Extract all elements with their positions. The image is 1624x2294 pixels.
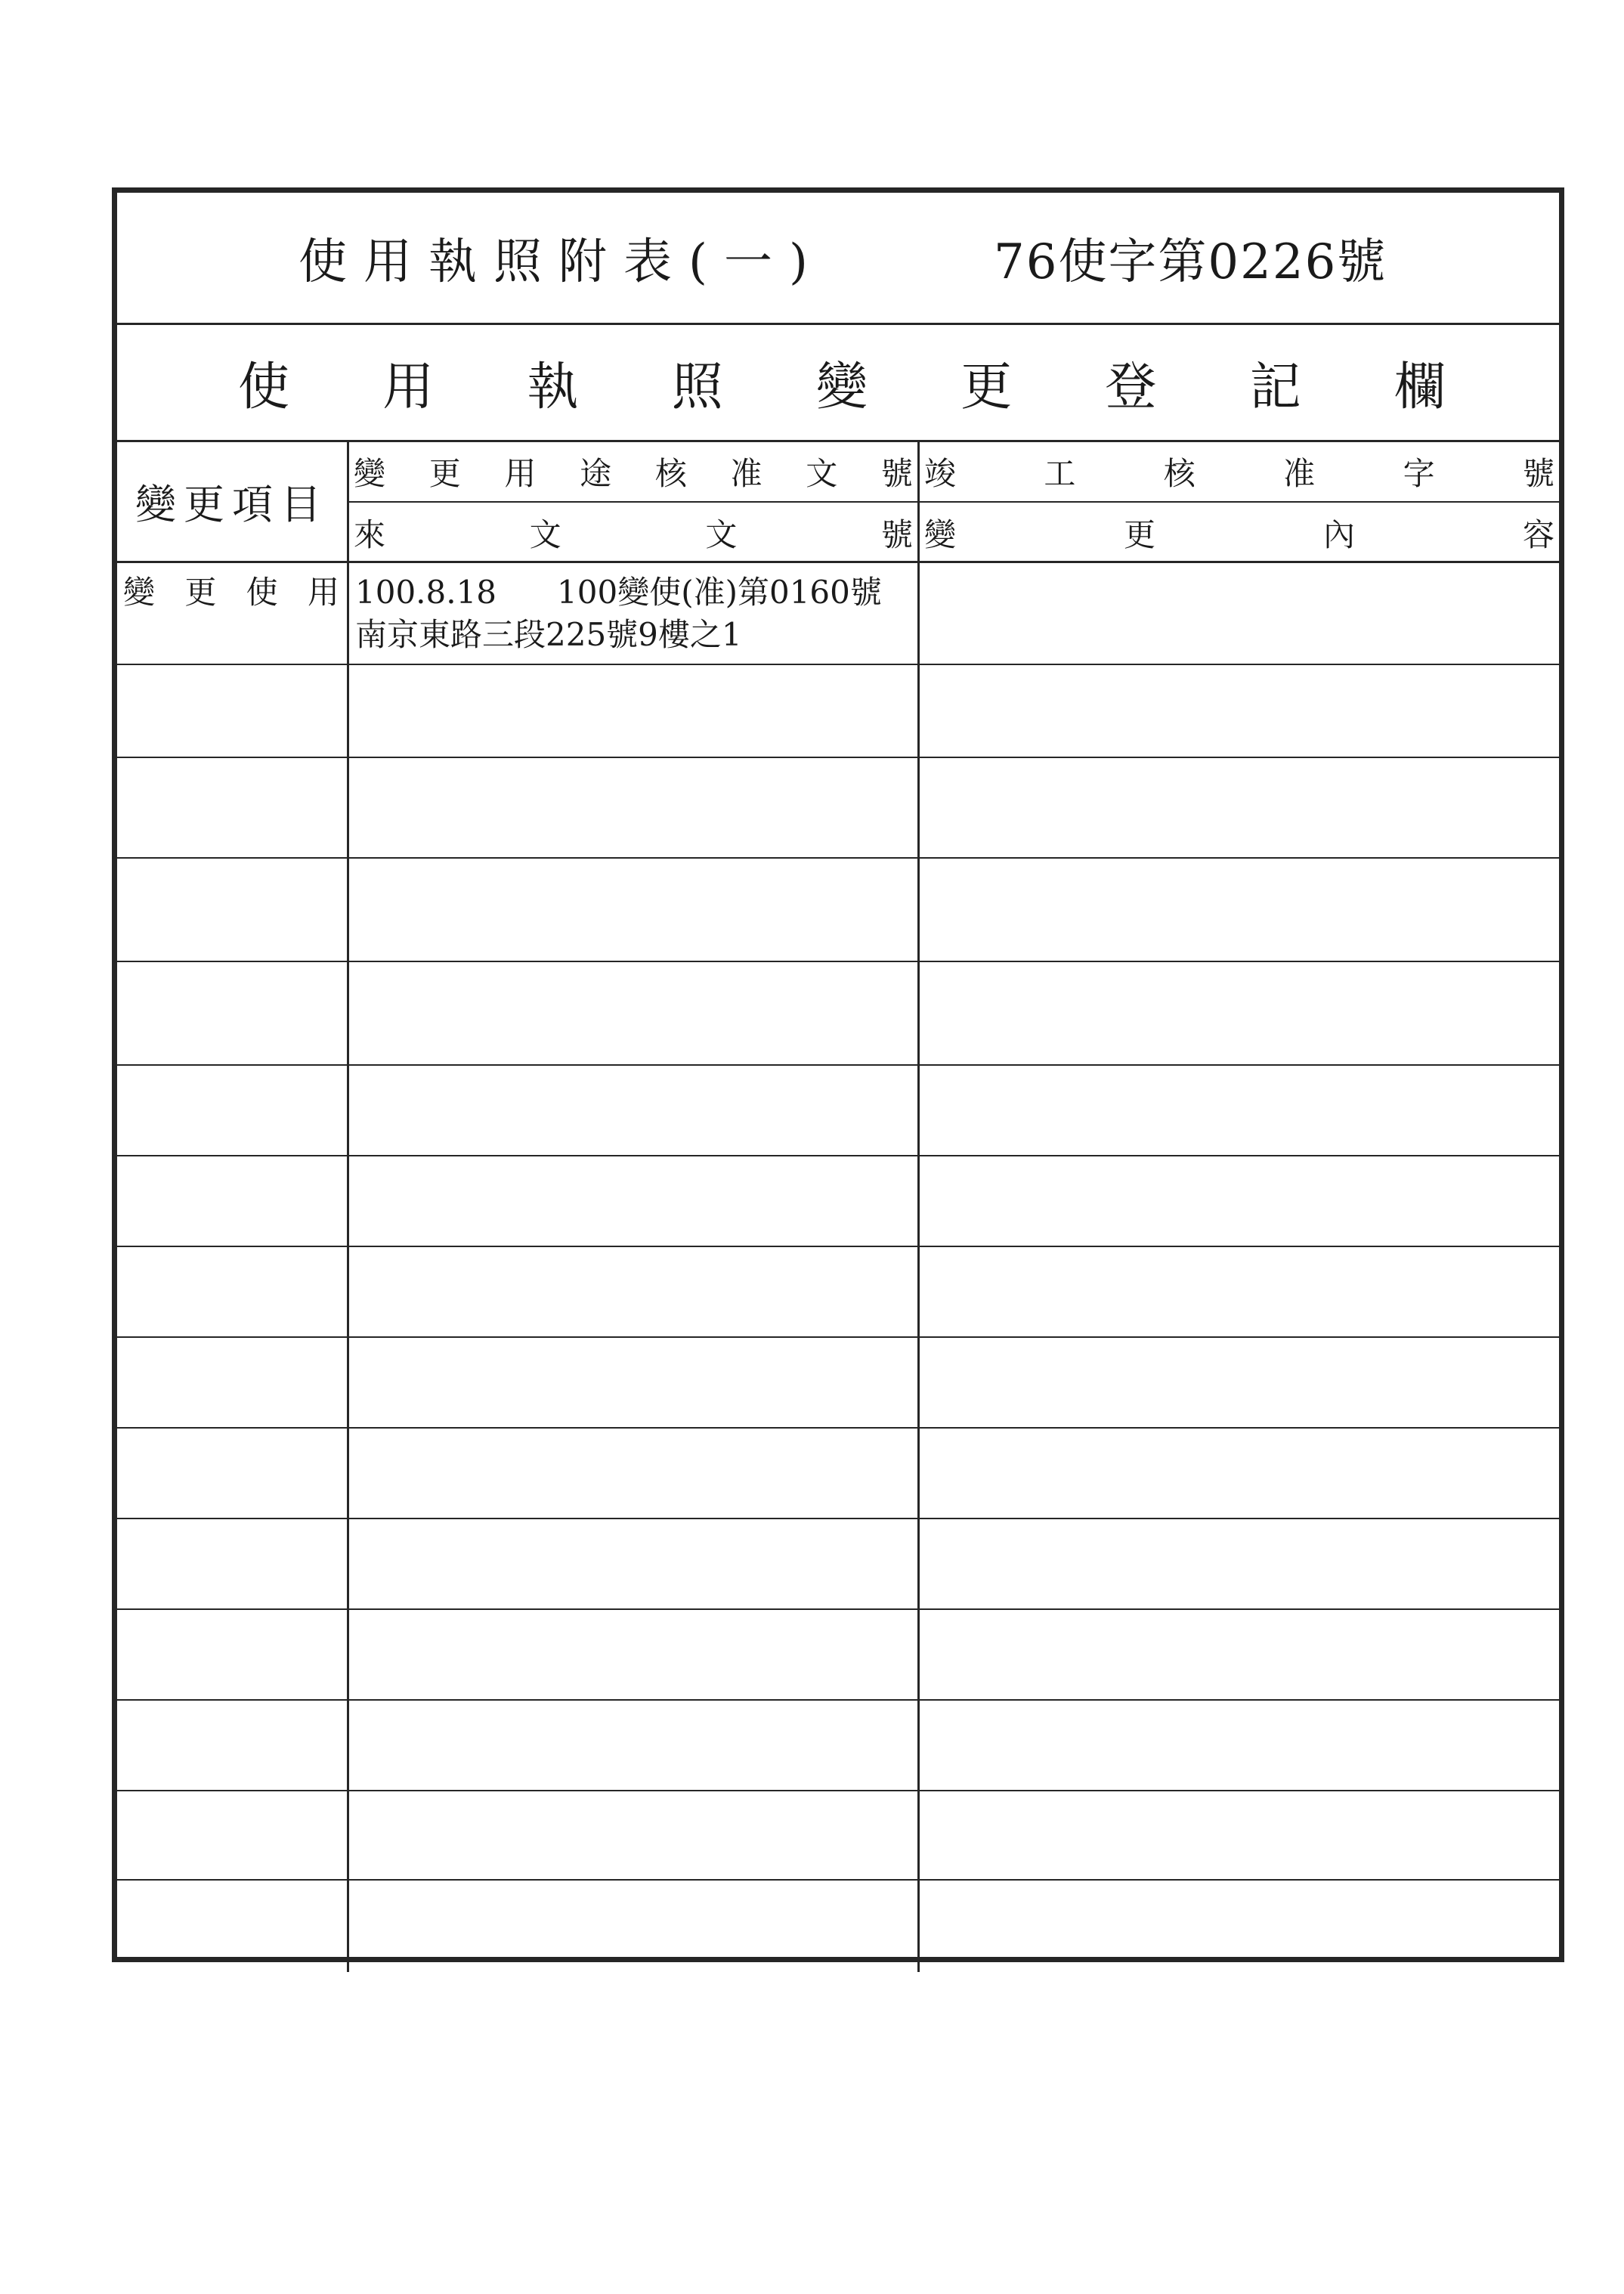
section-char: 欄: [1394, 357, 1446, 417]
doc-address: 南京東路三段225號9樓之1: [355, 616, 742, 653]
item-char: 更: [184, 574, 217, 611]
table-row: [117, 859, 1559, 962]
table-row: [117, 1519, 1559, 1610]
section-char: 變: [815, 357, 868, 417]
table-row: [117, 1156, 1559, 1247]
section-char: 使: [238, 357, 290, 417]
certificate-table: [112, 187, 1564, 1962]
content-cell: [920, 1247, 1559, 1336]
doc-number-cell: [349, 859, 920, 961]
header-char: 准: [1283, 455, 1316, 492]
doc-number-cell: [349, 1066, 920, 1155]
item-char: 變: [123, 574, 156, 611]
table-row: [117, 1066, 1559, 1156]
content-cell: [920, 758, 1559, 857]
item-char: 使: [246, 574, 278, 611]
content-cell: [920, 859, 1559, 961]
certificate-number: 76使字第0226號: [994, 234, 1387, 290]
content-cell: [920, 1701, 1559, 1790]
header-change-content: [920, 503, 1559, 563]
table-row: [117, 665, 1559, 758]
header-char: 文: [806, 455, 838, 492]
header-char: 更: [1123, 516, 1155, 553]
item-char: 用: [307, 574, 339, 611]
header-char: 變: [924, 516, 957, 553]
change-item-cell: [117, 1610, 349, 1699]
table-row: [117, 1429, 1559, 1519]
section-char: 執: [527, 357, 579, 417]
change-item-cell: [117, 1156, 349, 1246]
header-char: 核: [654, 455, 687, 492]
content-cell: [920, 665, 1559, 757]
change-item-cell: [117, 1701, 349, 1790]
doc-number-cell: [349, 962, 920, 1064]
change-item-text: [123, 568, 339, 613]
header-char: 號: [880, 455, 913, 492]
change-item-cell: [117, 962, 349, 1064]
doc-number-cell: [349, 563, 920, 664]
table-row: [117, 1791, 1559, 1881]
header-char: 變: [354, 455, 386, 492]
change-item-cell: [117, 758, 349, 857]
content-cell: [920, 1156, 1559, 1246]
header-char: 工: [1044, 455, 1076, 492]
section-char: 照: [671, 357, 723, 417]
content-cell: [920, 1610, 1559, 1699]
section-char: 記: [1249, 357, 1301, 417]
content-cell: [920, 962, 1559, 1064]
doc-number-cell: [349, 1429, 920, 1518]
table-row: [117, 1610, 1559, 1701]
header-approval-doc-no: [349, 442, 920, 503]
header-char: 竣: [924, 455, 957, 492]
header-char: 更: [428, 455, 461, 492]
table-row: [117, 1701, 1559, 1791]
header-char: 號: [880, 516, 913, 553]
content-cell: [920, 1338, 1559, 1427]
change-item-cell: [117, 1338, 349, 1427]
table-row: [117, 1247, 1559, 1338]
content-cell: [920, 563, 1559, 664]
header-char: 准: [730, 455, 763, 492]
doc-date: 100.8.18: [355, 574, 497, 611]
header-char: 來: [354, 516, 386, 553]
header-incoming-doc-no: [349, 503, 920, 563]
change-item-cell: [117, 1881, 349, 1972]
header-char: 用: [504, 455, 537, 492]
header-char: 途: [580, 455, 612, 492]
change-item-cell: [117, 1066, 349, 1155]
change-item-cell: [117, 665, 349, 757]
change-item-cell: [117, 1791, 349, 1879]
section-char: 更: [960, 357, 1013, 417]
doc-number-cell: [349, 758, 920, 857]
content-cell: [920, 1881, 1559, 1972]
doc-number-cell: [349, 665, 920, 757]
column-header: [117, 442, 1559, 563]
title-row: [117, 193, 1559, 325]
table-row: [117, 758, 1559, 859]
header-char: 號: [1522, 455, 1554, 492]
doc-number-cell: [349, 1701, 920, 1790]
doc-number-cell: [349, 1610, 920, 1699]
table-row: [117, 1881, 1559, 1972]
header-completion-no: [920, 442, 1559, 503]
doc-number-cell: [349, 1156, 920, 1246]
header-char: 文: [529, 516, 561, 553]
change-item-cell: [117, 1429, 349, 1518]
change-item-cell: [117, 1519, 349, 1608]
change-item-cell: [117, 1247, 349, 1336]
header-char: 字: [1403, 455, 1435, 492]
content-cell: [920, 1519, 1559, 1608]
doc-number-cell: [349, 1881, 920, 1972]
section-heading: [117, 325, 1559, 442]
header-change-item: 變更項目: [117, 442, 349, 561]
doc-number-cell: [349, 1338, 920, 1427]
header-char: 核: [1163, 455, 1196, 492]
content-cell: [920, 1066, 1559, 1155]
header-char: 容: [1522, 516, 1554, 553]
change-item-cell: [117, 563, 349, 664]
doc-number-cell: [349, 1247, 920, 1336]
section-char: 用: [382, 357, 435, 417]
section-char: 登: [1105, 357, 1157, 417]
doc-no: 100變使(准)第0160號: [557, 574, 882, 611]
table-row: [117, 962, 1559, 1066]
content-cell: [920, 1429, 1559, 1518]
doc-line: [355, 568, 882, 613]
document-title: 使用執照附表(一): [299, 234, 824, 290]
change-item-cell: [117, 859, 349, 961]
header-char: 文: [705, 516, 738, 553]
doc-number-cell: [349, 1519, 920, 1608]
doc-number-cell: [349, 1791, 920, 1879]
header-char: 內: [1322, 516, 1355, 553]
table-row: [117, 563, 1559, 665]
table-row: [117, 1338, 1559, 1429]
content-cell: [920, 1791, 1559, 1879]
register-rows: [117, 563, 1559, 1972]
